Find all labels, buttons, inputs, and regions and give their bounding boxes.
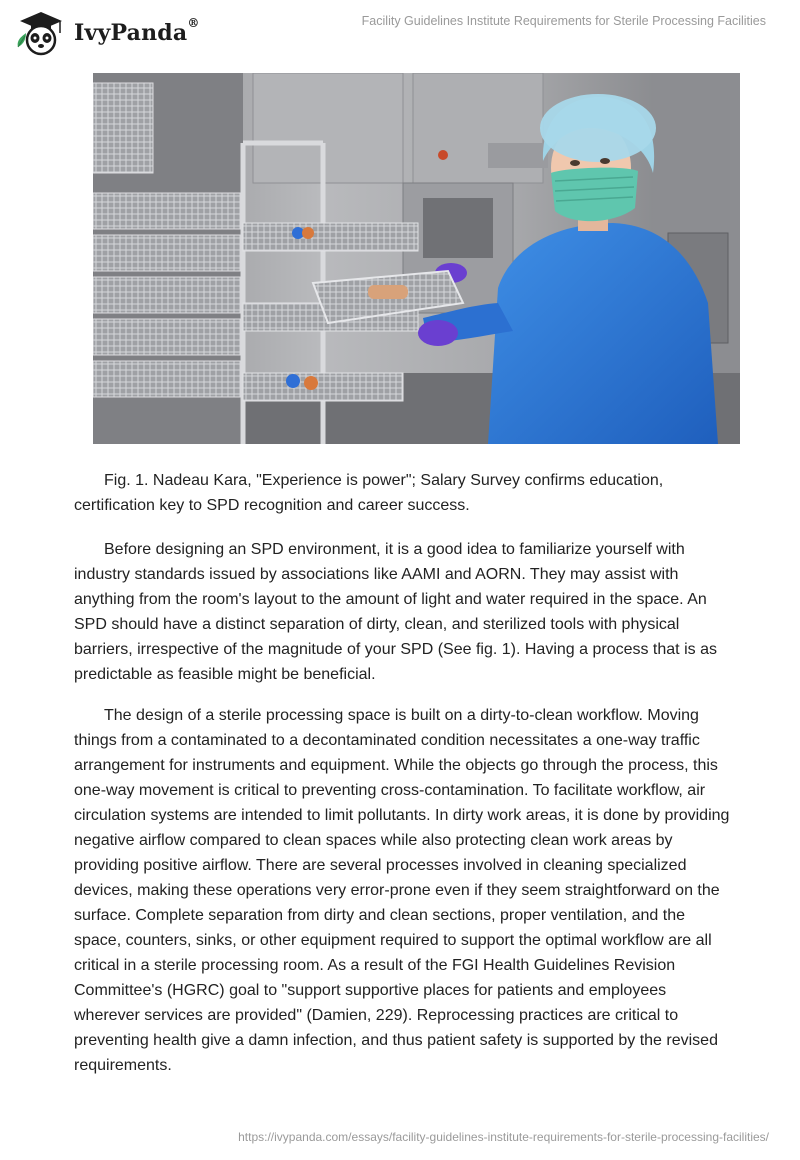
paragraph: The design of a sterile processing space is built on a dirty-to-clean workflow. Moving things from a contaminated to a decontaminated condition necessitates a one-way traffic arrangement for instruments and equipment. While the objects go through the process, this one-way movement is critical to preventing cross-contamination. To facilitate workflow, air circulation systems are intended to limit pollutants. In dirty work areas, it is done by providing negative airflow compared to clean spaces while also protecting clean work areas by providing positive airflow. There are several processes involved in cleaning specialized devices, making these operations very error-prone even if they seem straightforward on the surface. Complete separation from dirty and clean sections, proper ventilation, and the space, counters, sinks, or other equipment required to support the optimal workflow are all critical in a sterile processing room. As a result of the FGI Health Guidelines Revision Committee's (HGRC) goal to "support supportive places for patients and employees wherever services are provided" (Damien, 229). Reprocessing practices are critical to preventing health give a damn infection, and thus patient safety is supported by the revised requirements. <box>74 707 730 1074</box>
figure-photo <box>93 73 740 444</box>
panda-graduate-icon <box>14 9 68 57</box>
ivypanda-logo[interactable] <box>14 8 200 58</box>
figure-caption: Fig. 1. Nadeau Kara, "Experience is power"; Salary Survey confirms education, certification key to SPD recognition and career success. <box>74 472 664 514</box>
paragraph: Before designing an SPD environment, it is a good idea to familiarize yourself with industry standards issued by associations like AAMI and AORN. They may assist with anything from the room's layout to the amount of light and water required in the space. An SPD should have a distinct separation of dirty, clean, and sterilized tools with physical barriers, irrespective of the magnitude of your SPD (See fig. 1). Having a process that is as predictable as feasible might be beneficial. <box>74 541 717 683</box>
brand-name: IvyPanda® <box>74 16 200 46</box>
page-title: Facility Guidelines Institute Requirements for Sterile Processing Facilities <box>361 14 766 28</box>
source-url-link[interactable]: https://ivypanda.com/essays/facility-guidelines-institute-requirements-for-sterile-processing-facilities/ <box>238 1130 769 1144</box>
